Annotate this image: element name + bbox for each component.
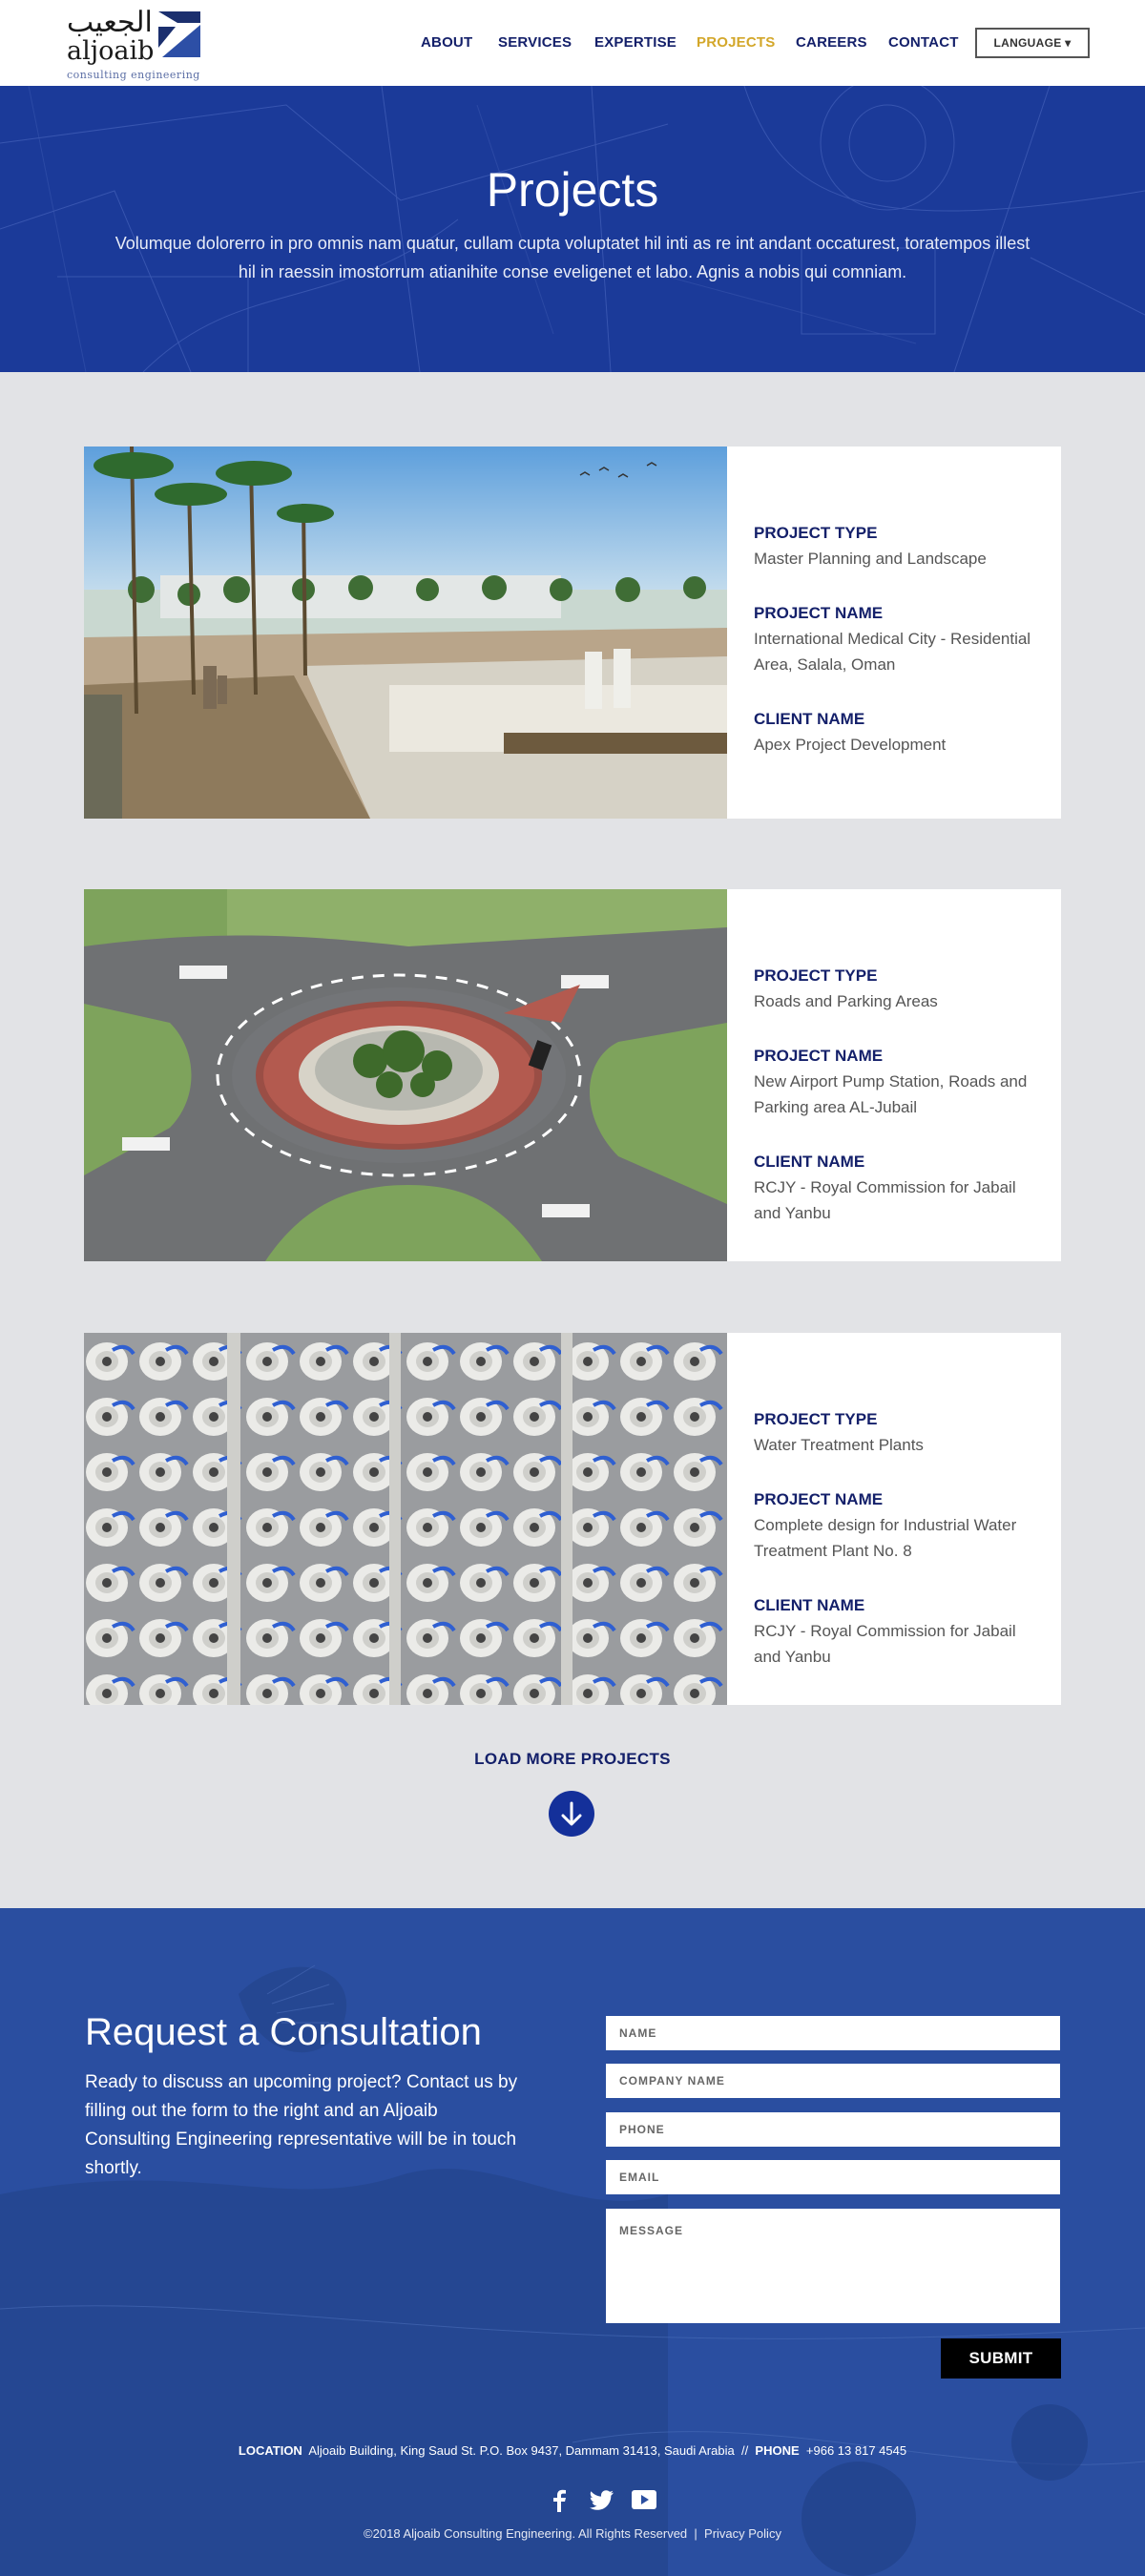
consultation-title: Request a Consultation: [85, 2011, 482, 2053]
nav-contact[interactable]: CONTACT: [888, 34, 959, 51]
project-card[interactable]: [84, 1333, 1061, 1705]
copyright-line: [0, 2526, 1145, 2541]
project-name-value: International Medical City - Residential Area, Salala, Oman: [754, 630, 1031, 674]
phone-field[interactable]: [606, 2112, 1060, 2147]
client-name-label: CLIENT NAME: [754, 1153, 865, 1171]
client-name-value: RCJY - Royal Commission for Jabail and Yanbu: [754, 1178, 1016, 1222]
nav-careers[interactable]: CAREERS: [796, 34, 867, 51]
client-name-value: Apex Project Development: [754, 736, 947, 754]
logo-english-text: aljoaib: [67, 36, 155, 66]
load-more-projects-link[interactable]: LOAD MORE PROJECTS: [474, 1750, 671, 1768]
copyright-text: ©2018 Aljoaib Consulting Engineering. All Rights Reserved: [364, 2526, 688, 2541]
project-type-label: PROJECT TYPE: [754, 524, 878, 542]
client-name-label: CLIENT NAME: [754, 1596, 865, 1614]
message-field[interactable]: [606, 2209, 1060, 2323]
hero-banner: [0, 86, 1145, 372]
location-address: Aljoaib Building, King Saud St. P.O. Box 9437, Dammam 31413, Saudi Arabia: [308, 2443, 735, 2458]
site-logo[interactable]: [67, 8, 210, 80]
nav-expertise[interactable]: EXPERTISE: [594, 34, 677, 51]
submit-button[interactable]: SUBMIT: [941, 2338, 1061, 2379]
arrow-down-icon: [549, 1791, 594, 1837]
facebook-icon[interactable]: [546, 2487, 572, 2512]
project-type-value: Water Treatment Plants: [754, 1436, 924, 1454]
project-name-label: PROJECT NAME: [754, 604, 884, 622]
name-field[interactable]: [606, 2016, 1060, 2050]
logo-mark-icon: [156, 10, 202, 59]
site-header: [0, 0, 1145, 86]
language-dropdown[interactable]: LANGUAGE ▾: [975, 28, 1090, 58]
project-name-value: Complete design for Industrial Water Treatment Plant No. 8: [754, 1516, 1017, 1560]
consultation-text: Ready to discuss an upcoming project? Contact us by filling out the form to the right and an Aljoaib Consulting Engineering representative will be in touch shortly.: [85, 2072, 518, 2178]
load-more-button[interactable]: [549, 1791, 594, 1837]
page-title: Projects: [486, 163, 659, 217]
privacy-policy-link[interactable]: Privacy Policy: [704, 2526, 781, 2541]
nav-services[interactable]: SERVICES: [498, 34, 572, 51]
project-type-value: Roads and Parking Areas: [754, 992, 938, 1010]
project-card[interactable]: [84, 889, 1061, 1261]
phone-number[interactable]: +966 13 817 4545: [805, 2443, 907, 2458]
hero-intro-text: Volumque dolorerro in pro omnis nam quatur, cullam cupta voluptatet hil inti as re int andant occaturest, toratempos illest hil in raessin imostorrum atianihite conse eveligenet et labo. Agnis a nobis qui comniam.: [114, 234, 1030, 281]
project-name-label: PROJECT NAME: [754, 1490, 884, 1508]
twitter-icon[interactable]: [589, 2487, 615, 2512]
phone-label: PHONE: [755, 2443, 800, 2458]
project-name-value: New Airport Pump Station, Roads and Parking area AL-Jubail: [754, 1072, 1028, 1116]
email-field[interactable]: [606, 2160, 1060, 2194]
project-type-value: Master Planning and Landscape: [754, 550, 987, 568]
water-treatment-pipes-image: [84, 1333, 727, 1705]
roundabout-aerial-image: [84, 889, 727, 1261]
project-type-label: PROJECT TYPE: [754, 1410, 878, 1428]
client-name-value: RCJY - Royal Commission for Jabail and Yanbu: [754, 1622, 1016, 1666]
logo-arabic-text: الجعيب: [67, 6, 153, 39]
youtube-icon[interactable]: [631, 2487, 657, 2512]
copyright-divider: |: [694, 2526, 697, 2541]
client-name-label: CLIENT NAME: [754, 710, 865, 728]
nav-projects[interactable]: PROJECTS: [697, 34, 776, 51]
footer-separator: //: [740, 2443, 749, 2458]
logo-tagline: consulting engineering: [67, 69, 200, 81]
project-type-label: PROJECT TYPE: [754, 966, 878, 985]
location-label: LOCATION: [238, 2443, 302, 2458]
project-name-label: PROJECT NAME: [754, 1047, 884, 1065]
landscape-promenade-image: [84, 447, 727, 819]
project-card[interactable]: [84, 447, 1061, 819]
company-name-field[interactable]: [606, 2064, 1060, 2098]
footer-contact-line: [0, 2443, 1145, 2458]
nav-about[interactable]: ABOUT: [421, 34, 473, 51]
